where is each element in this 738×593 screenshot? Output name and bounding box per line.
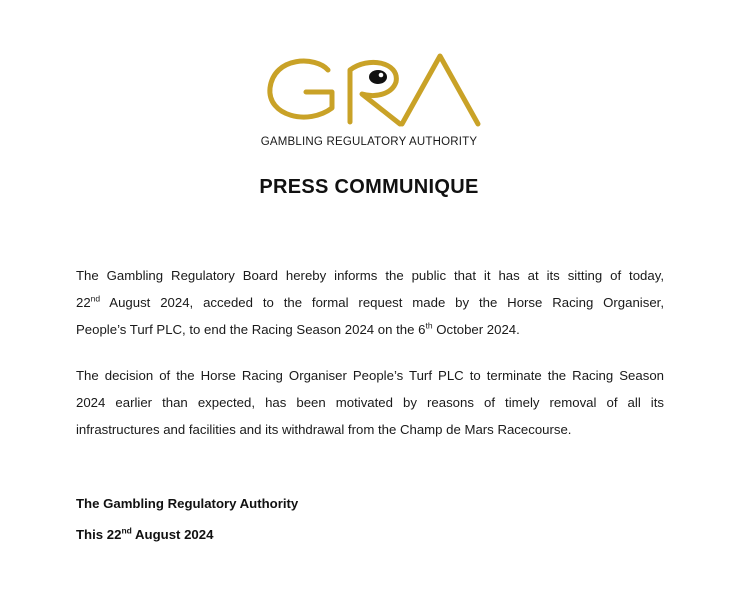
paragraph-2-line-2: 2024 earlier than expected, has been motivated by reasons of timely removal of all its [76, 395, 664, 410]
gra-logo [250, 44, 500, 134]
paragraph-1-line-3 [76, 316, 664, 343]
paragraph-1-line-3-text: People’s Turf PLC, to end the Racing Season 2024 on the 6 [76, 322, 426, 337]
paragraph-1-line-2 [76, 289, 664, 316]
paragraph-1-line-2-text: August 2024, acceded to the formal request made by the Horse Racing Organiser, [100, 295, 664, 310]
signature-date-text: This 22 [76, 527, 122, 542]
signature-authority: The Gambling Regulatory Authority [76, 496, 299, 511]
gra-logo-graphic [250, 44, 500, 134]
signature-date-end: August 2024 [131, 527, 214, 542]
paragraph-2-line-1: The decision of the Horse Racing Organiser People’s Turf PLC to terminate the Racing Season [76, 368, 664, 383]
paragraph-1-line-3-end: October 2024. [432, 322, 520, 337]
date-day: 22 [76, 295, 91, 310]
signature-date-ordinal: nd [121, 525, 132, 536]
paragraph-1-line-1: The Gambling Regulatory Board hereby informs the public that it has at its sitting of today, [76, 268, 664, 283]
date-ordinal: nd [90, 293, 101, 304]
org-name: GAMBLING REGULATORY AUTHORITY [260, 136, 478, 148]
paragraph-2-line-3: infrastructures and facilities and its withdrawal from the Champ de Mars Racecourse. [76, 422, 572, 437]
paragraph-1 [76, 262, 664, 343]
signature-date [76, 527, 213, 542]
end-date-ordinal: th [425, 320, 433, 331]
paragraph-2 [76, 362, 664, 443]
page-title: PRESS COMMUNIQUE [259, 176, 479, 198]
